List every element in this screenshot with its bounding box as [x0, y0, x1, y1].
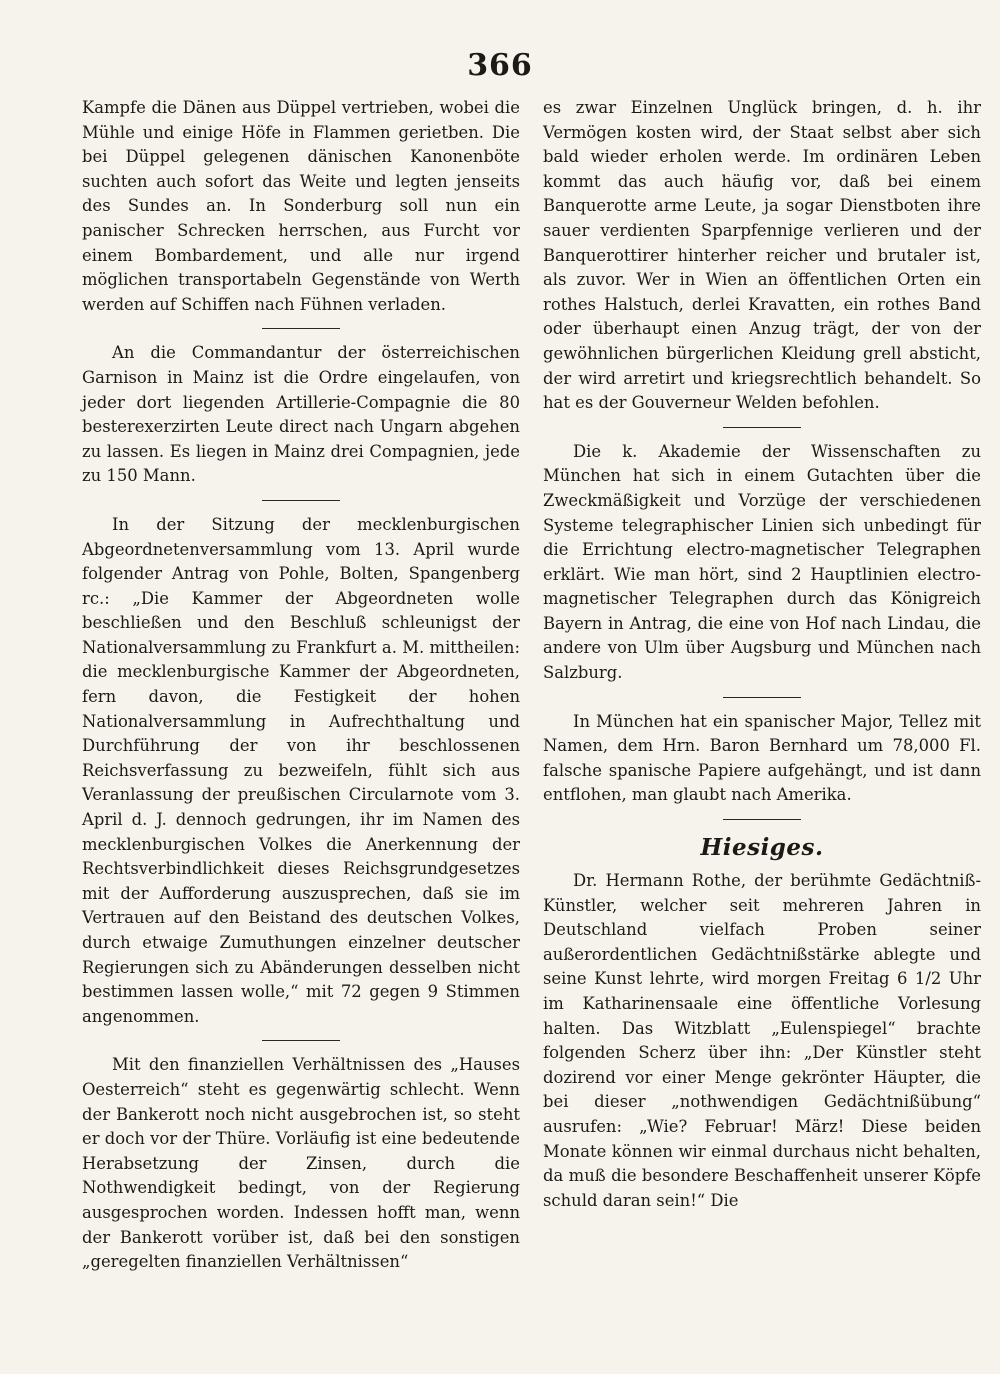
section-divider	[723, 697, 801, 698]
section-divider	[262, 500, 340, 501]
article-munich-academy: Die k. Akademie der Wissenschaften zu München hat sich in einem Gutachten über die Zweckmäßigkeit und Vorzüge der verschiedenen Systeme telegraphischer Linien sich unbedingt für die Errichtung electro-magnetischer Telegraphen erklärt. Wie man hört, sind 2 Hauptlinien electro-magnetischer Telegraphen durch das Königreich Bayern in Antrag, die eine von Hof nach Lindau, die andere von Ulm über Augsburg und München nach Salzburg.	[543, 441, 981, 683]
article-mecklenburg-assembly: In der Sitzung der mecklenburgischen Abgeordnetenversammlung vom 13. April wurde folgender Antrag von Pohle, Bolten, Spangenberg rc.: „Die Kammer der Abgeordneten wolle beschließen und den Beschluß schleunigst der Nationalversammlung zu Frankfurt a. M. mittheilen: die mecklenburgische Kammer der Abgeordneten, fern davon, die Festigkeit der hohen Nationalversammlung in Aufrechthaltung und Durchführung der von ihr beschlossenen Reichsverfassung zu bezweifeln, fühlt sich aus Veranlassung der preußischen Circularnote vom 3. April d. J. dennoch gedrungen, ihr im Namen des mecklenburgischen Volkes die Anerkennung der Rechtsverbindlichkeit dieses Reichsgrundgesetzes mit der Aufforderung auszusprechen, daß sie im Vertrauen auf den Beistand des deutschen Volkes, durch etwaige Zumuthungen einzelner deutscher Regierungen sich zu Abänderungen desselben nicht bestimmen lassen wolle,“ mit 72 gegen 9 Stimmen angenommen.	[82, 514, 520, 1026]
article-austria-finances: Mit den finanziellen Verhältnissen des „Hauses Oesterreich“ steht es gegenwärtig schlecht. Wenn der Bankerott noch nicht ausgebrochen ist, so steht er doch vor der Thüre. Vorläufig ist eine bedeutende Herabsetzung der Zinsen, durch die Nothwendigkeit bedingt, von der Regierung ausgesprochen worden. Indessen hofft man, wenn der Bankerott vorüber ist, daß bei den sonstigen „geregelten finanziellen Verhältnissen“	[82, 1055, 520, 1272]
section-divider	[723, 819, 801, 820]
article-hermann-rothe: Dr. Hermann Rothe, der berühmte Gedächtniß-Künstler, welcher seit mehreren Jahren in Deutschland vielfach Proben seiner außerordentlichen Gedächtnißstärke ablegte und seine Kunst lehrte, wird morgen Freitag 6 1/2 Uhr im Katharinensaale eine öffentliche Vorlesung halten. Das Witzblatt „Eulenspiegel“ brachte folgenden Scherz über ihn: „Der Künstler steht dozirend vor einer Menge gekrönter Häupter, die bei dieser „nothwendigen Gedächtnißübung“ ausrufen: „Wie? Februar! März! Diese beiden Monate können wir einmal durchaus nicht behalten, da muß die besondere Beschaffenheit unserer Köpfe schuld daran sein!“ Die	[543, 871, 981, 1210]
page-number: 366	[467, 48, 533, 83]
article-mainz-garrison: An die Commandantur der österreichischen Garnison in Mainz ist die Ordre eingelaufen, von jeder dort liegenden Artillerie-Compagnie die 80 besterexerzirten Leute direct nach Ungarn abgehen zu lassen. Es liegen in Mainz drei Compagnien, jede zu 150 Mann.	[82, 343, 520, 486]
article-duppel-continuation: Kampfe die Dänen aus Düppel vertrieben, wobei die Mühle und einige Höfe in Flammen gerietben. Die bei Düppel gelegenen dänischen Kanonenböte suchten auch sofort das Weite und legten jenseits des Sundes an. In Sonderburg soll nun ein panischer Schrecken herrschen, aus Furcht vor einem Bombardement, und alle nur irgend möglichen transportabeln Gegenstände von Werth werden auf Schiffen nach Fühnen verladen.	[82, 98, 520, 314]
section-divider	[723, 427, 801, 428]
article-spanish-major: In München hat ein spanischer Major, Tellez mit Namen, dem Hrn. Baron Bernhard um 78,000 Fl. falsche spanische Papiere aufgehängt, und ist dann entflohen, man glaubt nach Amerika.	[543, 711, 981, 805]
section-divider	[262, 328, 340, 329]
section-divider	[262, 1040, 340, 1041]
left-column	[82, 96, 520, 1275]
section-heading-local: Hiesiges.	[700, 834, 824, 862]
article-austria-finances-continuation: es zwar Einzelnen Unglück bringen, d. h. ihr Vermögen kosten wird, der Staat selbst aber sich bald wieder erholen werde. Im ordinären Leben kommt das auch häufig vor, daß bei einem Banquerotte arme Leute, ja sogar Dienstboten ihre sauer verdienten Sparpfennige verlieren und der Banquerottirer hinterher reicher und brutaler ist, als zuvor. Wer in Wien an öffentlichen Orten ein rothes Halstuch, derlei Kravatten, ein rothes Band oder überhaupt einen Anzug trägt, der von der gewöhnlichen bürgerlichen Kleidung grell absticht, der wird arretirt und kriegsrechtlich behandelt. So hat es der Gouverneur Welden befohlen.	[543, 98, 981, 413]
right-column	[543, 96, 981, 1213]
